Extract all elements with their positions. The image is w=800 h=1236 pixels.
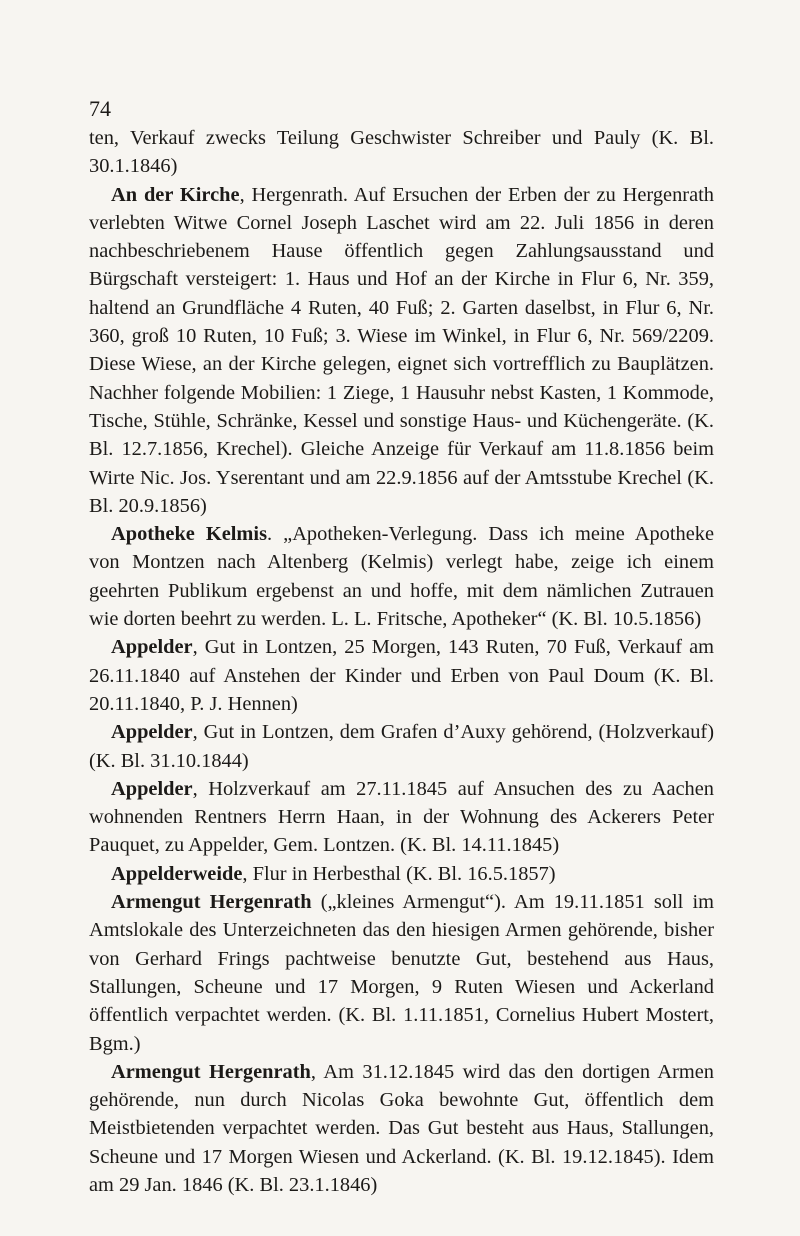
- entry-headword: Appelder: [111, 721, 193, 744]
- entry-headword: An der Kirche: [111, 183, 240, 206]
- entry-text: („kleines Armengut“). Am 19.11.1851 soll im Amtslokale des Unterzeichneten das den hiesigen Armen gehörende, bisher von Gerhard Frings pachtweise benutzte Gut, bestehend aus Haus, Stallungen, Scheune und 17 Morgen, 9 Ruten Wiesen und Ackerland öffentlich verpachtet werden. (K. Bl. 1.11.1851, Cornelius Hubert Mostert, Bgm.): [89, 891, 715, 1055]
- entry-headword: Appelderweide: [111, 862, 243, 885]
- entry-armengut-2: [89, 1058, 714, 1199]
- entry-text: , Holzverkauf am 27.11.1845 auf Ansuchen des zu Aachen wohnenden Rentners Herrn Haan, in der Wohnung des Ackerers Peter Pauquet, zu Appelder, Gem. Lontzen. (K. Bl. 14.11.1845): [89, 777, 714, 857]
- entry-text: . „Apotheken-Verlegung. Dass ich meine Apotheke von Montzen nach Altenberg (Kelmis) verlegt habe, zeige ich einem geehrten Publikum ergebenst an und hoffe, mit dem nämlichen Zutrauen wie dorten beehrt zu werden. L. L. Fritsche, Apotheker“ (K. Bl. 10.5.1856): [89, 523, 714, 631]
- entry-headword: Apotheke Kelmis: [111, 523, 268, 546]
- entry-appelder-2: [89, 718, 714, 775]
- entry-continuation: [89, 124, 714, 181]
- entry-text: , Flur in Herbesthal (K. Bl. 16.5.1857): [242, 862, 556, 885]
- page-number: 74: [89, 96, 111, 121]
- entry-headword: Armengut Hergenrath: [111, 891, 312, 914]
- entry-text: , Gut in Lontzen, dem Grafen d’Auxy gehörend, (Holzverkauf) (K. Bl. 31.10.1844): [89, 721, 714, 772]
- entry-headword: Armengut Hergenrath: [111, 1060, 311, 1083]
- entry-headword: Appelder: [111, 636, 193, 659]
- entry-an-der-kirche: [89, 181, 714, 521]
- entry-text: ten, Verkauf zwecks Teilung Geschwister Schreiber und Pauly (K. Bl. 30.1.1846): [89, 127, 714, 178]
- entry-text: , Gut in Lontzen, 25 Morgen, 143 Ruten, 70 Fuß, Verkauf am 26.11.1840 auf Anstehen der Kinder und Erben von Paul Doum (K. Bl. 20.11.1840, P. J. Hennen): [89, 636, 714, 715]
- entry-appelder-1: [89, 633, 714, 718]
- entry-apotheke-kelmis: [89, 520, 714, 633]
- entry-text: , Am 31.12.1845 wird das den dortigen Armen gehörende, nun durch Nicolas Goka bewohnte Gut, öffentlich dem Meistbietenden verpachtet werden. Das Gut besteht aus Haus, Stallungen, Scheune und 17 Morgen Wiesen und Ackerland. (K. Bl. 19.12.1845). Idem am 29 Jan. 1846 (K. Bl. 23.1.1846): [89, 1060, 715, 1196]
- entry-headword: Appelder: [111, 777, 193, 800]
- entry-appelderweide: [89, 860, 714, 888]
- entry-text: , Hergenrath. Auf Ersuchen der Erben der zu Hergenrath verlebten Witwe Cornel Joseph Laschet wird am 22. Juli 1856 in deren nachbeschriebenem Hause öffentlich gegen Zahlungsausstand und Bürgschaft versteigert: 1. Haus und Hof an der Kirche in Flur 6, Nr. 359, haltend an Grundfläche 4 Ruten, 40 Fuß; 2. Garten daselbst, in Flur 6, Nr. 360, groß 10 Ruten, 10 Fuß; 3. Wiese im Winkel, in Flur 6, Nr. 569/2209. Diese Wiese, an der Kirche gelegen, eignet sich vortrefflich zu Bauplätzen. Nachher folgende Mobilien: 1 Ziege, 1 Hausuhr nebst Kasten, 1 Kommode, Tische, Stühle, Schränke, Kessel und sonstige Haus- und Küchengeräte. (K. Bl. 12.7.1856, Krechel). Gleiche Anzeige für Verkauf am 11.8.1856 beim Wirte Nic. Jos. Yserentant und am 22.9.1856 auf der Amtsstube Krechel (K. Bl. 20.9.1856): [89, 183, 714, 517]
- entry-appelder-3: [89, 775, 714, 860]
- entry-armengut-1: [89, 888, 714, 1058]
